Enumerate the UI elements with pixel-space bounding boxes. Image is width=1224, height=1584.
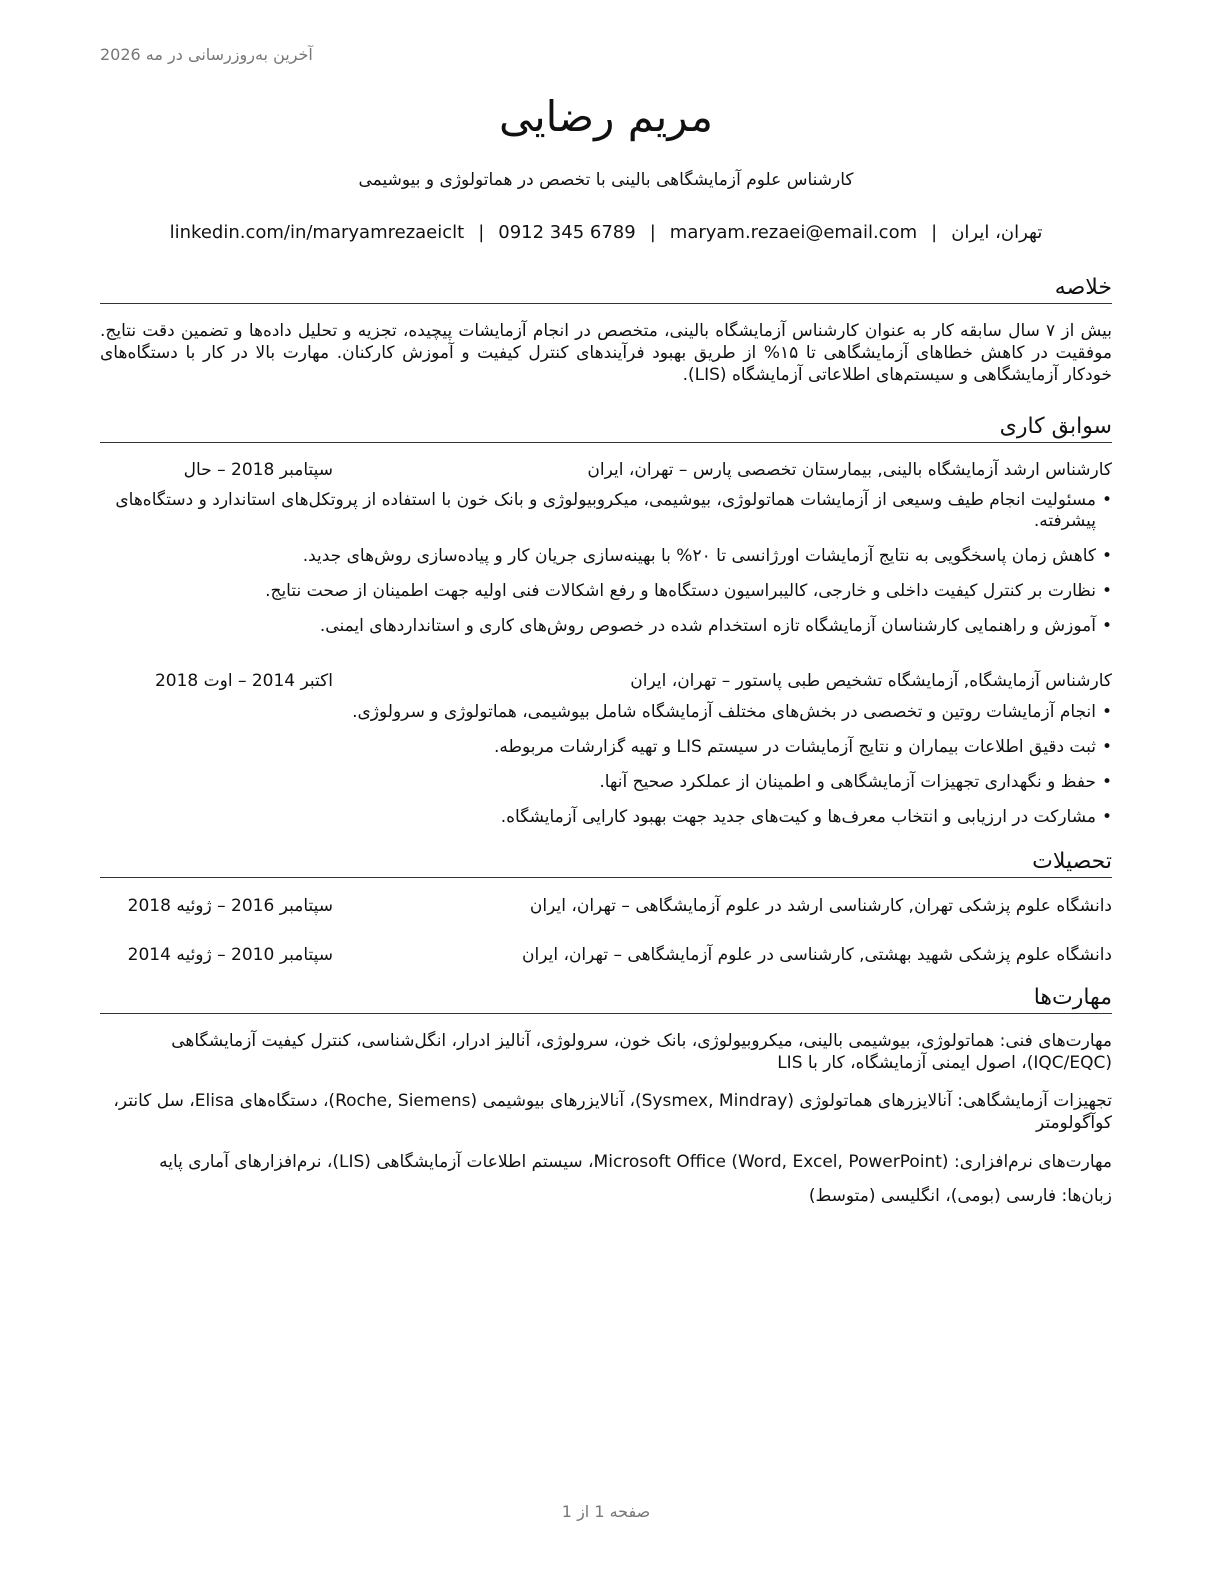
education-heading: تحصیلات	[100, 850, 1112, 878]
list-item: • حفظ و نگهداری تجهیزات آزمایشگاهی و اطمینان از عملکرد صحیح آنها.	[100, 772, 1112, 793]
contact-line	[100, 222, 1112, 243]
job-header	[100, 669, 1112, 693]
skill-line: مهارت‌های نرم‌افزاری: Microsoft Office (Word, Excel, PowerPoint)، سیستم اطلاعات آزمایشگاهی (LIS)، نرم‌افزارهای آماری پایه	[159, 1152, 1112, 1172]
contact-phone[interactable]: 0912 345 6789	[498, 222, 636, 243]
skills-heading: مهارت‌ها	[100, 986, 1112, 1014]
job-date: سپتامبر 2018 – حال	[183, 460, 333, 480]
job-header	[100, 458, 1112, 482]
contact-separator: |	[931, 222, 938, 243]
list-item: • آموزش و راهنمایی کارشناسان آزمایشگاه تازه استخدام شده در خصوص روش‌های کاری و استانداردهای ایمنی.	[100, 616, 1112, 637]
list-item: • مسئولیت انجام طیف وسیعی از آزمایشات هماتولوژی، بیوشیمی، میکروبیولوژی و بانک خون با استفاده از پروتکل‌های استاندارد و دستگاه‌های پیشرفته.	[100, 490, 1112, 532]
summary-text: بیش از ۷ سال سابقه کار به عنوان کارشناس آزمایشگاه بالینی، متخصص در انجام آزمایشات پیچیده، تجزیه و تحلیل داده‌ها و تضمین دقت نتایج. موفقیت در کاهش خطاهای آزمایشگاهی تا ۱۵% از طریق بهبود فرآیندهای کنترل کیفیت و آموزش کارکنان. مهارت بالا در کار با دستگاه‌های خودکار آزمایشگاهی و سیستم‌های اطلاعاتی آزمایشگاه (LIS).	[100, 321, 1113, 385]
job-date: اکتبر 2014 – اوت 2018	[154, 671, 333, 691]
education-item	[100, 943, 1112, 967]
list-item: • مشارکت در ارزیابی و انتخاب معرف‌ها و کیت‌های جدید جهت بهبود کارایی آزمایشگاه.	[100, 807, 1112, 828]
job-bullets	[100, 702, 1112, 842]
job-bullets	[100, 490, 1112, 651]
education-date: سپتامبر 2016 – ژوئیه 2018	[127, 896, 333, 916]
summary-heading: خلاصه	[100, 276, 1112, 304]
list-item: • انجام آزمایشات روتین و تخصصی در بخش‌های مختلف آزمایشگاه شامل بیوشیمی، هماتولوژی و سرولوژی.	[100, 702, 1112, 723]
education-title: دانشگاه علوم پزشکی شهید بهشتی, کارشناسی در علوم آزمایشگاهی – تهران، ایران	[522, 945, 1112, 965]
list-item: • نظارت بر کنترل کیفیت داخلی و خارجی، کالیبراسیون دستگاه‌ها و رفع اشکالات فنی اولیه جهت اطمینان از صحت نتایج.	[100, 581, 1112, 602]
education-title: دانشگاه علوم پزشکی تهران, کارشناسی ارشد در علوم آزمایشگاهی – تهران، ایران	[529, 896, 1112, 916]
contact-email[interactable]: maryam.rezaei@email.com	[669, 222, 918, 243]
page-number: صفحه 1 از 1	[561, 1502, 651, 1521]
candidate-name: مریم رضایی	[498, 92, 714, 141]
candidate-title: کارشناس علوم آزمایشگاهی بالینی با تخصص در هماتولوژی و بیوشیمی	[358, 170, 854, 190]
job-title: کارشناس آزمایشگاه, آزمایشگاه تشخیص طبی پاستور – تهران، ایران	[630, 671, 1112, 691]
experience-heading: سوابق کاری	[100, 415, 1112, 443]
contact-separator: |	[649, 222, 656, 243]
list-item: • ثبت دقیق اطلاعات بیماران و نتایج آزمایشات در سیستم LIS و تهیه گزارشات مربوطه.	[100, 737, 1112, 758]
contact-location: تهران، ایران	[951, 222, 1043, 243]
resume-page	[100, 0, 1112, 1584]
list-item: • کاهش زمان پاسخگویی به نتایج آزمایشات اورژانسی تا ۲۰% با بهینه‌سازی جریان کار و پیاده‌سازی روش‌های جدید.	[100, 546, 1112, 567]
education-date: سپتامبر 2010 – ژوئیه 2014	[127, 945, 333, 965]
job-title: کارشناس ارشد آزمایشگاه بالینی, بیمارستان تخصصی پارس – تهران، ایران	[587, 460, 1112, 480]
education-item	[100, 894, 1112, 918]
skill-line: تجهیزات آزمایشگاهی: آنالایزرهای هماتولوژی (Sysmex, Mindray)، آنالایزرهای بیوشیمی (Roche, Siemens)، دستگاه‌های Elisa، سل کانتر، کوآگولومتر	[113, 1091, 1112, 1133]
contact-separator: |	[478, 222, 485, 243]
skill-line: مهارت‌های فنی: هماتولوژی، بیوشیمی بالینی، میکروبیولوژی، بانک خون، سرولوژی، آنالیز ادرار، انگل‌شناسی، کنترل کیفیت آزمایشگاهی (IQC/EQC)، اصول ایمنی آزمایشگاه، کار با LIS	[171, 1031, 1112, 1073]
contact-linkedin[interactable]: linkedin.com/in/maryamrezaeiclt	[169, 222, 465, 243]
skill-line: زبان‌ها: فارسی (بومی)، انگلیسی (متوسط)	[808, 1186, 1112, 1206]
last-updated: آخرین به‌روزرسانی در مه 2026	[100, 45, 313, 64]
